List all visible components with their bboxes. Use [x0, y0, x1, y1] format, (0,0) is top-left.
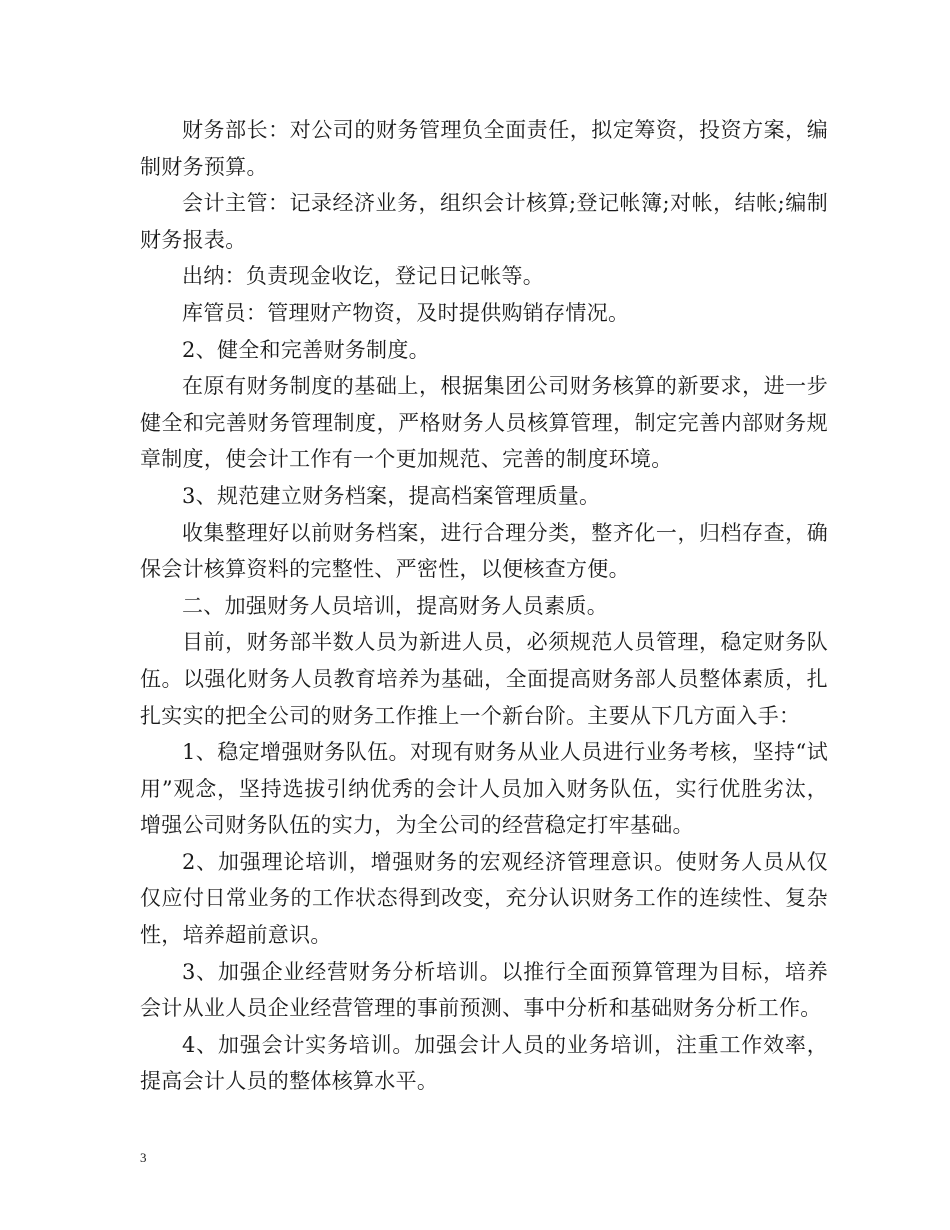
paragraph-theory-training: 2、加强理论培训，增强财务的宏观经济管理意识。使财务人员从仅仅应付日常业务的工作状态得到改变，充分认识财务工作的连续性、复杂性，培养超前意识。 — [140, 849, 828, 948]
document-body — [140, 112, 828, 1100]
heading-improve-finance-system: 2、健全和完善财务制度。 — [182, 337, 430, 362]
heading-staff-training: 二、加强财务人员培训，提高财务人员素质。 — [182, 593, 608, 618]
paragraph-analysis-training: 3、加强企业经营财务分析培训。以推行全面预算管理为目标，培养会计从业人员企业经营管理的事前预测、事中分析和基础财务分析工作。 — [140, 959, 828, 1021]
paragraph-finance-system: 在原有财务制度的基础上，根据集团公司财务核算的新要求，进一步健全和完善财务管理制度，严格财务人员核算管理，制定完善内部财务规章制度，使会计工作有一个更加规范、完善的制度环境。 — [140, 374, 828, 472]
paragraph-finance-director: 财务部长：对公司的财务管理负全面责任，拟定筹资，投资方案，编制财务预算。 — [140, 118, 828, 179]
page-number: 3 — [140, 1150, 147, 1165]
paragraph-accounting-supervisor: 会计主管：记录经济业务，组织会计核算;登记帐簿;对帐，结帐;编制财务报表。 — [140, 191, 828, 252]
heading-finance-archives: 3、规范建立财务档案，提高档案管理质量。 — [182, 483, 601, 508]
paragraph-cashier: 出纳：负责现金收讫，登记日记帐等。 — [182, 264, 545, 289]
paragraph-practice-training: 4、加强会计实务培训。加强会计人员的业务培训，注重工作效率，提高会计人员的整体核算水平。 — [140, 1032, 828, 1094]
paragraph-stabilize-team: 1、稳定增强财务队伍。对现有财务从业人员进行业务考核，坚持“试用”观念，坚持选拔引纳优秀的会计人员加入财务队伍，实行优胜劣汰，增强公司财务队伍的实力，为全公司的经营稳定打牢基础。 — [140, 740, 828, 838]
paragraph-staff-training: 目前，财务部半数人员为新进人员，必须规范人员管理，稳定财务队伍。以强化财务人员教育培养为基础，全面提高财务部人员整体素质，扎扎实实的把全公司的财务工作推上一个新台阶。主要从下几方面入手： — [140, 630, 828, 728]
paragraph-warehouse-keeper: 库管员：管理财产物资，及时提供购销存情况。 — [182, 300, 630, 325]
paragraph-finance-archives: 收集整理好以前财务档案，进行合理分类，整齐化一，归档存查，确保会计核算资料的完整性、严密性，以便核查方便。 — [140, 520, 828, 582]
